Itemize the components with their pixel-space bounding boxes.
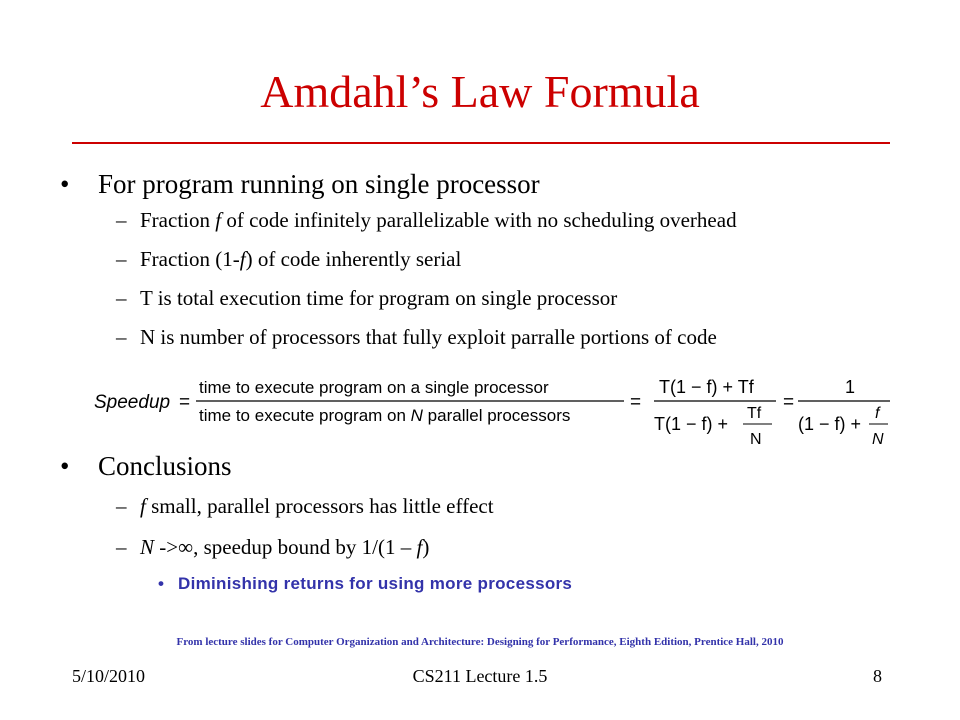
formula-mid-denominator: T(1 − f) +: [654, 414, 729, 434]
sub-item-processors: [116, 323, 717, 351]
sub-item-total-time: [116, 284, 618, 312]
formula-right-denominator: (1 − f) +: [798, 414, 862, 434]
formula-mid-inner-numerator: Tf: [747, 405, 762, 422]
sub-item-text: ->∞, speedup bound by 1/(1 –: [154, 535, 417, 559]
speedup-formula: [86, 368, 896, 458]
var-f: f: [140, 494, 146, 518]
sub-sub-item-diminishing: [158, 572, 573, 596]
formula-speedup-label: Speedup: [94, 392, 171, 413]
var-f: f: [416, 535, 423, 559]
formula-numerator: time to execute program on a single processor: [199, 378, 549, 397]
formula-equals: =: [630, 392, 642, 413]
formula-mid-inner-denominator: N: [750, 431, 762, 448]
bullet-program-text: For program running on single processor: [98, 169, 540, 199]
formula-denominator: time to execute program on N parallel processors: [199, 406, 571, 425]
title-underline: [72, 142, 890, 144]
bullet-dot-icon: •: [158, 574, 165, 593]
footer-date: 5/10/2010: [72, 666, 146, 686]
footer-page-number: 8: [873, 666, 882, 686]
bullet-conclusions-text: Conclusions: [98, 451, 232, 481]
formula-equals: =: [783, 392, 795, 413]
formula-mid-numerator: T(1 − f) + Tf: [659, 377, 754, 397]
source-credit: From lecture slides for Computer Organization and Architecture: Designing for Performance, Eighth Edition, Prentice Hall, 2010: [176, 636, 784, 648]
dash-icon: –: [116, 208, 127, 232]
dash-icon: –: [116, 535, 127, 559]
slide-title: Amdahl’s Law Formula: [260, 66, 700, 117]
bullet-dot-icon: •: [60, 169, 70, 199]
dash-icon: –: [116, 494, 127, 518]
sub-item-fraction-f: [116, 206, 737, 234]
sub-item-f-small: [116, 492, 494, 520]
var-f: f: [215, 208, 222, 232]
sub-item-n-infinity: [116, 533, 430, 561]
sub-item-text: Fraction: [140, 208, 216, 232]
footer-course: CS211 Lecture 1.5: [412, 666, 548, 686]
sub-item-fraction-serial: [116, 245, 462, 273]
bullet-program: [60, 166, 540, 202]
sub-sub-item-text: Diminishing returns for using more processors: [178, 574, 573, 593]
sub-item-text: of code infinitely parallelizable with no scheduling overhead: [221, 208, 737, 232]
sub-item-text: Fraction (1-: [140, 247, 240, 271]
sub-item-text: ) of code inherently serial: [245, 247, 462, 271]
var-n: N: [140, 535, 155, 559]
dash-icon: –: [116, 325, 127, 349]
bullet-dot-icon: •: [60, 451, 70, 481]
formula-right-inner-numerator: f: [875, 405, 880, 422]
bullet-conclusions: [60, 448, 232, 484]
sub-item-text: T is total execution time for program on single processor: [140, 286, 618, 310]
sub-item-text: ): [422, 535, 430, 559]
var-f: f: [239, 247, 246, 271]
formula-right-numerator: 1: [845, 377, 856, 397]
dash-icon: –: [116, 286, 127, 310]
dash-icon: –: [116, 247, 127, 271]
formula-right-inner-denominator: N: [872, 431, 884, 448]
sub-item-text: N is number of processors that fully exploit parralle portions of code: [140, 325, 717, 349]
formula-equals: =: [179, 392, 191, 413]
sub-item-text: small, parallel processors has little effect: [145, 494, 494, 518]
